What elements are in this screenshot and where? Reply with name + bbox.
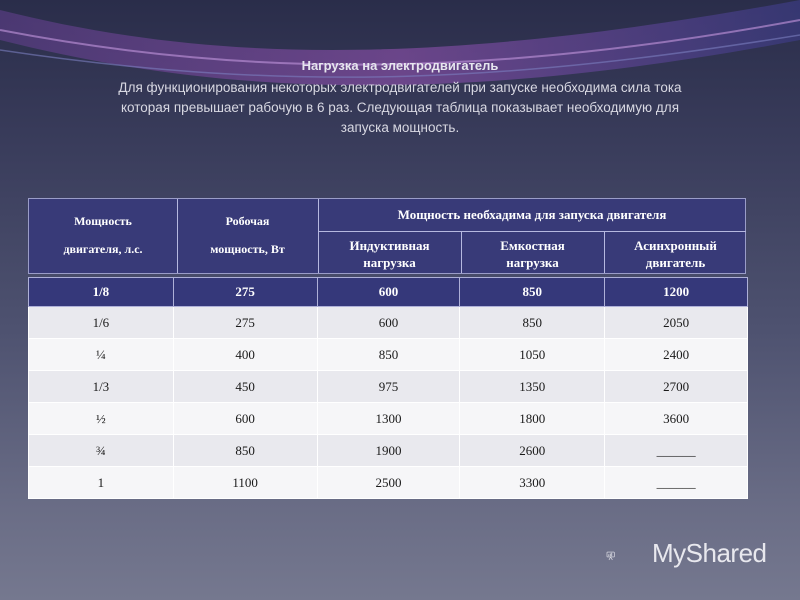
- cell: 2600: [460, 435, 605, 467]
- cell: 975: [317, 371, 460, 403]
- slide-title: Нагрузка на электродвигатель: [301, 58, 499, 73]
- cell: 1/8: [29, 278, 174, 307]
- paragraph-line: запуска мощность.: [340, 120, 460, 135]
- cell: 275: [173, 307, 317, 339]
- cell: 275: [173, 278, 317, 307]
- cell: ½: [29, 403, 174, 435]
- table-row: [29, 339, 748, 371]
- table-row: [29, 278, 748, 307]
- cell: 1300: [317, 403, 460, 435]
- table-row: [29, 435, 748, 467]
- header-capacitive: [461, 237, 604, 271]
- header-async: [604, 237, 747, 271]
- header-text: двигателя, л.с.: [63, 242, 143, 256]
- header-text: нагрузка: [363, 255, 416, 270]
- cell: 600: [317, 307, 460, 339]
- header-text: Асинхронный: [634, 238, 717, 253]
- data-table: [28, 277, 748, 499]
- cell: 2700: [605, 371, 748, 403]
- cell: 3300: [460, 467, 605, 499]
- header-inductive: [318, 237, 461, 271]
- cell: 1/3: [29, 371, 174, 403]
- header-text: мощность, Вт: [210, 242, 285, 256]
- table-row: [29, 371, 748, 403]
- cell: 850: [460, 278, 605, 307]
- cell: ______: [605, 467, 748, 499]
- cell: 1350: [460, 371, 605, 403]
- cell: 1200: [605, 278, 748, 307]
- header-start-power: Мощность необхадима для запуска двигателя: [397, 207, 667, 222]
- table-row: [29, 307, 748, 339]
- cell: ______: [605, 435, 748, 467]
- cell: 1800: [460, 403, 605, 435]
- table-row: [29, 467, 748, 499]
- header-text: Мощность: [74, 214, 132, 228]
- cell: 3600: [605, 403, 748, 435]
- header-working-power: [177, 207, 318, 263]
- table-header: [28, 198, 746, 274]
- logo-text[interactable]: MyShared: [652, 538, 767, 568]
- cell: 1900: [317, 435, 460, 467]
- presentation-board-icon: [606, 536, 650, 576]
- cell: 1: [29, 467, 174, 499]
- paragraph-line: которая превышает рабочую в 6 раз. Следующая таблица показывает необходимую для: [120, 100, 679, 115]
- cell: 600: [173, 403, 317, 435]
- header-text: Индуктивная: [349, 238, 430, 253]
- cell: 400: [173, 339, 317, 371]
- intro-paragraph: [40, 78, 760, 138]
- cell: 850: [317, 339, 460, 371]
- cell: ¼: [29, 339, 174, 371]
- cell: 450: [173, 371, 317, 403]
- cell: 850: [460, 307, 605, 339]
- header-text: Емкостная: [500, 238, 565, 253]
- cell: 2050: [605, 307, 748, 339]
- cell: 850: [173, 435, 317, 467]
- table-row: [29, 403, 748, 435]
- header-power-hp: [29, 207, 177, 263]
- cell: ¾: [29, 435, 174, 467]
- header-text: двигатель: [645, 255, 706, 270]
- cell: 2400: [605, 339, 748, 371]
- cell: 1050: [460, 339, 605, 371]
- header-text: Робочая: [225, 214, 270, 228]
- cell: 600: [317, 278, 460, 307]
- cell: 2500: [317, 467, 460, 499]
- paragraph-line: Для функционирования некоторых электродвигателей при запуске необходима сила тока: [118, 80, 682, 95]
- cell: 1100: [173, 467, 317, 499]
- header-text: нагрузка: [506, 255, 559, 270]
- cell: 1/6: [29, 307, 174, 339]
